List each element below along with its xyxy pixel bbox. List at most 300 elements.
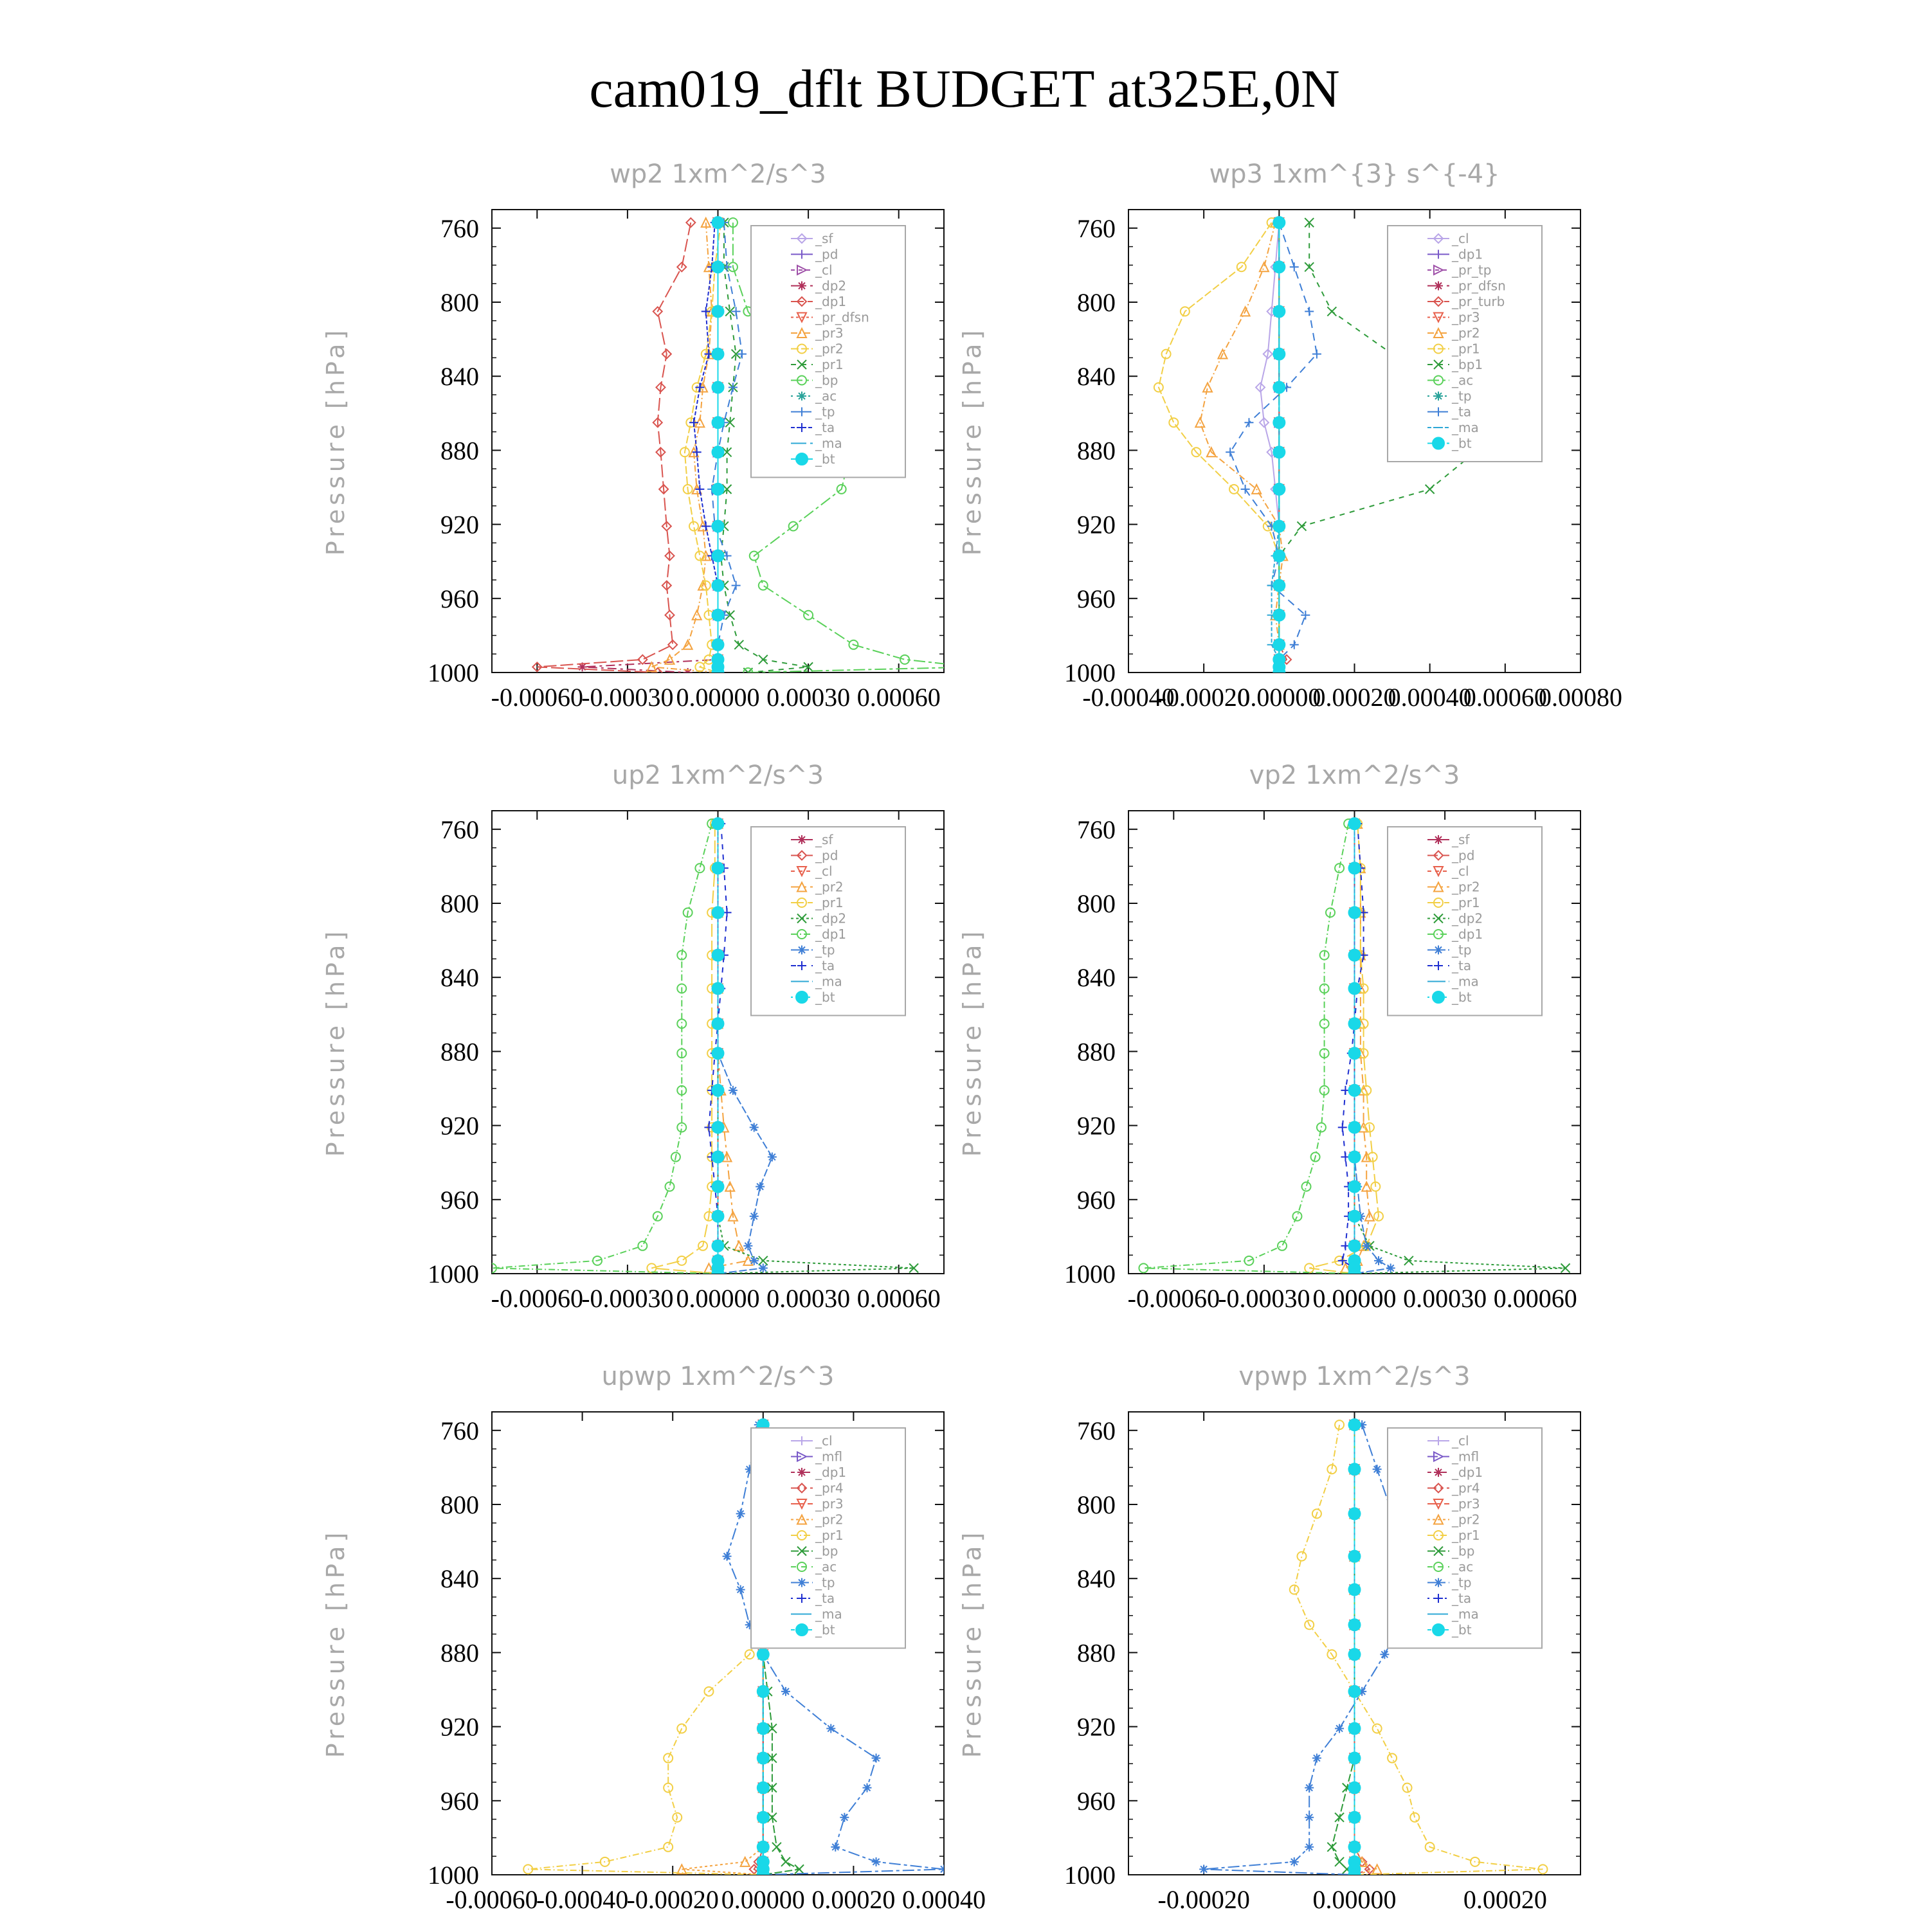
data-point <box>1349 818 1361 829</box>
data-point <box>750 1256 759 1265</box>
data-point <box>1273 417 1285 428</box>
x-tick-label: -0.00060 <box>446 1885 538 1914</box>
data-point <box>677 1256 686 1265</box>
chart-panel-4 <box>958 761 1580 1313</box>
data-point <box>1386 1263 1395 1272</box>
x-tick-label: 0.00030 <box>766 1284 851 1313</box>
legend-label: _ta <box>815 958 835 973</box>
data-point <box>1362 1182 1371 1191</box>
data-point <box>1349 1121 1361 1133</box>
legend-label: _cl <box>1452 231 1469 246</box>
data-point <box>1349 1211 1361 1222</box>
y-tick-label: 800 <box>440 889 479 918</box>
legend-label: _pr4 <box>815 1480 844 1496</box>
x-tick-label: -0.00030 <box>581 683 674 712</box>
data-point <box>1273 483 1285 495</box>
legend-marker <box>796 991 808 1003</box>
data-point <box>712 1085 724 1096</box>
legend-label: _tp <box>815 942 835 958</box>
data-point <box>1297 1552 1306 1561</box>
y-tick-label: 1000 <box>1064 1259 1116 1288</box>
legend-marker <box>797 1468 806 1477</box>
x-tick-label: 0.00040 <box>1388 683 1472 712</box>
legend-label: _pr4 <box>1452 1480 1480 1496</box>
x-tick-label: 0.00060 <box>1463 683 1547 712</box>
legend-label: _ac <box>1452 372 1474 388</box>
legend-label: _sf <box>815 231 833 246</box>
data-point <box>1338 1123 1347 1132</box>
series-line-dp1 <box>537 222 691 673</box>
series-line-tp <box>1204 1425 1407 1875</box>
data-point <box>1349 1018 1361 1029</box>
data-point <box>1373 1724 1382 1733</box>
data-point <box>757 1841 769 1853</box>
legend-label: _ma <box>1452 973 1479 989</box>
legend-label: _pd <box>1452 847 1475 863</box>
data-point <box>1290 262 1299 271</box>
data-point <box>664 1783 673 1792</box>
x-tick-label: -0.00040 <box>536 1885 629 1914</box>
data-point <box>1349 1841 1361 1853</box>
y-tick-label: 960 <box>1077 1786 1116 1816</box>
data-point <box>1226 447 1235 456</box>
legend-label: _ac <box>1452 1559 1474 1575</box>
legend-label: _dp1 <box>1452 1465 1483 1480</box>
data-point <box>1297 521 1306 530</box>
data-point <box>1349 862 1361 874</box>
data-point <box>1349 1686 1361 1697</box>
data-point <box>1305 1783 1314 1792</box>
y-tick-label: 1000 <box>428 1861 479 1890</box>
y-tick-label: 760 <box>440 1416 479 1445</box>
data-point <box>712 217 724 228</box>
data-point <box>757 1753 769 1764</box>
legend-label: _ac <box>815 388 837 404</box>
y-axis-label: Pressure [hPa] <box>958 326 986 556</box>
y-tick-label: 800 <box>1077 1490 1116 1519</box>
chart-panel-1 <box>322 159 979 712</box>
x-tick-label: 0.00060 <box>1493 1284 1577 1313</box>
data-point <box>1327 1843 1336 1852</box>
data-point <box>712 1240 724 1252</box>
x-tick-label: -0.00020 <box>626 1885 719 1914</box>
data-point <box>712 1181 724 1193</box>
legend-label: _bp <box>815 1543 838 1559</box>
legend-label: _bt <box>815 1622 835 1638</box>
chart-panel-3 <box>322 761 944 1313</box>
legend-label: _pd <box>815 847 838 863</box>
panel-title: vp2 1xm^2/s^3 <box>1249 761 1460 790</box>
y-tick-label: 880 <box>440 1638 479 1668</box>
legend-label: _pr_turb <box>1452 294 1505 309</box>
y-axis-label: Pressure [hPa] <box>958 927 986 1157</box>
legend-label: _pr_dfsn <box>1452 278 1506 294</box>
legend-label: _cl <box>815 262 833 278</box>
data-point <box>712 1211 724 1222</box>
data-point <box>757 1722 769 1734</box>
data-point <box>1349 1753 1361 1764</box>
y-tick-label: 960 <box>440 1786 479 1816</box>
y-tick-label: 840 <box>1077 963 1116 993</box>
x-tick-label: 0.00060 <box>856 1284 941 1313</box>
data-point <box>712 520 724 532</box>
data-point <box>757 1812 769 1823</box>
legend-label: _cl <box>1452 1433 1469 1449</box>
legend-label: _pr2 <box>1452 1512 1480 1528</box>
legend-marker <box>1434 282 1443 291</box>
legend-label: _tp <box>1452 1575 1472 1591</box>
y-tick-label: 840 <box>440 963 479 993</box>
y-tick-label: 800 <box>440 288 479 317</box>
legend-label: _ma <box>815 435 842 451</box>
legend-label: _dp1 <box>815 926 847 942</box>
y-tick-label: 960 <box>1077 1185 1116 1214</box>
x-tick-label: 0.00030 <box>766 683 851 712</box>
legend-label: _ma <box>1452 1606 1479 1622</box>
legend-marker <box>1434 946 1443 955</box>
x-tick-label: -0.00020 <box>1157 683 1250 712</box>
y-tick-label: 960 <box>1077 584 1116 613</box>
y-tick-label: 920 <box>440 1712 479 1742</box>
y-tick-label: 760 <box>1077 815 1116 844</box>
legend-label: _dp2 <box>815 278 847 294</box>
legend-label: _dp1 <box>1452 926 1483 942</box>
legend-label: _pr2 <box>1452 325 1480 341</box>
data-point <box>1349 1419 1361 1431</box>
chart-panel-5 <box>322 1362 986 1914</box>
data-point <box>1260 262 1269 271</box>
data-point <box>1349 1782 1361 1794</box>
data-point <box>862 1783 871 1792</box>
data-point <box>712 1151 724 1163</box>
series-line-pr1 <box>1159 222 1279 673</box>
legend-marker <box>1433 991 1444 1003</box>
y-tick-label: 920 <box>1077 1111 1116 1141</box>
legend-label: _pr1 <box>815 895 844 910</box>
legend <box>1388 226 1542 462</box>
data-point <box>781 1687 790 1696</box>
legend-label: _tp <box>815 404 835 420</box>
y-tick-label: 880 <box>440 436 479 465</box>
data-point <box>1404 1256 1413 1265</box>
data-point <box>712 417 724 428</box>
legend-marker <box>797 1578 806 1587</box>
data-point <box>1203 383 1212 392</box>
data-point <box>1349 982 1361 994</box>
y-tick-label: 1000 <box>1064 658 1116 687</box>
y-tick-label: 920 <box>1077 1712 1116 1742</box>
legend-label: _pr1 <box>815 1528 844 1543</box>
data-point <box>736 1585 745 1594</box>
y-axis-label: Pressure [hPa] <box>958 1528 986 1758</box>
data-point <box>1290 640 1299 649</box>
x-tick-label: 0.00080 <box>1539 683 1622 712</box>
panel-title: upwp 1xm^2/s^3 <box>601 1362 835 1391</box>
data-point <box>1241 485 1250 494</box>
data-point <box>1349 1722 1361 1734</box>
legend <box>751 827 905 1016</box>
data-point <box>1349 1268 1361 1279</box>
legend-label: _ta <box>1452 404 1472 420</box>
data-point <box>1273 348 1285 360</box>
y-tick-label: 800 <box>1077 288 1116 317</box>
data-point <box>712 446 724 458</box>
legend-label: _sf <box>815 832 833 847</box>
data-point <box>1349 1508 1361 1519</box>
y-tick-label: 840 <box>1077 1564 1116 1594</box>
figure-title: cam019_dflt BUDGET at325E,0N <box>589 59 1340 119</box>
data-point <box>1305 307 1314 316</box>
legend-label: _tp <box>815 1575 835 1591</box>
y-tick-label: 840 <box>440 1564 479 1594</box>
y-tick-label: 960 <box>440 1185 479 1214</box>
data-point <box>1426 485 1435 494</box>
legend <box>1388 1428 1542 1648</box>
x-tick-label: -0.00060 <box>491 1284 583 1313</box>
data-point <box>664 1843 673 1852</box>
data-point <box>1273 550 1285 562</box>
data-point <box>1273 261 1285 273</box>
panel-title: wp3 1xm^{3} s^{-4} <box>1209 159 1500 189</box>
data-point <box>1278 1241 1287 1250</box>
data-point <box>1292 1212 1301 1221</box>
legend-label: _pr1 <box>1452 1528 1480 1543</box>
x-tick-label: 0.00020 <box>811 1885 896 1914</box>
data-point <box>712 483 724 495</box>
data-point <box>1349 950 1361 961</box>
legend-label: _cl <box>815 1433 833 1449</box>
legend-label: _bp1 <box>1452 357 1483 372</box>
data-point <box>1244 418 1253 427</box>
panel-title: vpwp 1xm^2/s^3 <box>1238 1362 1471 1391</box>
data-point <box>1169 418 1178 427</box>
data-point <box>712 1121 724 1133</box>
data-point <box>759 581 768 590</box>
legend-label: _ta <box>1452 1591 1472 1606</box>
data-point <box>781 1857 790 1866</box>
series-line-pr1 <box>1309 824 1379 1274</box>
legend-label: _ma <box>815 1606 842 1622</box>
y-tick-label: 920 <box>440 1111 479 1141</box>
data-point <box>1199 1864 1208 1873</box>
panel-title: up2 1xm^2/s^3 <box>611 761 824 790</box>
legend-label: _bt <box>1452 435 1472 451</box>
data-point <box>768 1153 777 1162</box>
data-point <box>1349 1047 1361 1059</box>
data-point <box>1362 1241 1371 1250</box>
data-point <box>756 1182 765 1191</box>
legend-marker <box>797 282 806 291</box>
x-tick-label: 0.00000 <box>1312 1885 1397 1914</box>
legend-label: _bt <box>1452 989 1472 1005</box>
legend <box>751 1428 905 1648</box>
y-tick-label: 1000 <box>428 658 479 687</box>
x-tick-label: 0.00000 <box>1237 683 1321 712</box>
data-point <box>757 1648 769 1660</box>
data-point <box>712 609 724 621</box>
data-point <box>1380 1650 1389 1659</box>
legend-marker <box>797 835 806 844</box>
x-tick-label: 0.00000 <box>1312 1284 1397 1313</box>
x-tick-label: -0.00060 <box>491 683 583 712</box>
data-point <box>1349 1240 1361 1252</box>
y-tick-label: 920 <box>1077 510 1116 539</box>
legend-label: _pr2 <box>1452 879 1480 895</box>
legend-label: _bt <box>815 989 835 1005</box>
legend <box>1388 827 1542 1016</box>
data-point <box>1349 1181 1361 1193</box>
data-point <box>1302 1182 1311 1191</box>
x-tick-label: -0.00030 <box>1218 1284 1310 1313</box>
x-tick-label: 0.00060 <box>856 683 941 712</box>
legend-marker <box>796 453 808 465</box>
data-point <box>712 667 724 678</box>
data-point <box>1273 609 1285 621</box>
legend-label: _ta <box>1452 958 1472 973</box>
data-point <box>729 1086 738 1095</box>
data-point <box>1349 1869 1361 1881</box>
y-tick-label: 920 <box>440 510 479 539</box>
data-point <box>1327 307 1336 316</box>
legend-label: _pr1 <box>1452 341 1480 357</box>
legend-marker <box>1434 1468 1443 1477</box>
y-tick-label: 760 <box>440 213 479 243</box>
legend-label: _bp <box>1452 1543 1475 1559</box>
x-tick-label: -0.00060 <box>1127 1284 1220 1313</box>
y-tick-label: 800 <box>1077 889 1116 918</box>
legend-label: _pr3 <box>1452 1496 1480 1512</box>
y-tick-label: 1000 <box>1064 1861 1116 1890</box>
y-tick-label: 800 <box>440 1490 479 1519</box>
data-point <box>1349 907 1361 918</box>
y-tick-label: 840 <box>440 362 479 392</box>
legend-label: _pr_tp <box>1452 262 1492 278</box>
data-point <box>712 907 724 918</box>
legend-marker <box>796 1624 808 1636</box>
data-point <box>1349 1619 1361 1630</box>
y-axis-label: Pressure [hPa] <box>322 1528 350 1758</box>
chart-panel-2 <box>958 159 1622 712</box>
y-tick-label: 960 <box>440 584 479 613</box>
data-point <box>712 1018 724 1029</box>
data-point <box>757 1686 769 1697</box>
data-point <box>712 818 724 829</box>
data-point <box>1273 446 1285 458</box>
data-point <box>712 639 724 651</box>
data-point <box>1349 1463 1361 1475</box>
data-point <box>1349 1812 1361 1823</box>
x-tick-label: 0.00000 <box>676 683 760 712</box>
legend-label: _ma <box>815 973 842 989</box>
legend-label: _dp1 <box>1452 246 1483 262</box>
series-line-dp2 <box>583 222 718 673</box>
legend-label: _tp <box>1452 942 1472 958</box>
legend-label: _pr_dfsn <box>815 309 869 325</box>
data-point <box>712 1268 724 1279</box>
legend-label: _dp1 <box>815 294 847 309</box>
data-point <box>1273 639 1285 651</box>
data-point <box>712 261 724 273</box>
chart-panel-6 <box>958 1362 1580 1914</box>
data-point <box>712 862 724 874</box>
legend-label: _dp1 <box>815 1465 847 1480</box>
data-point <box>689 418 698 427</box>
panel-title: wp2 1xm^2/s^3 <box>610 159 826 189</box>
legend-label: _ma <box>1452 420 1479 435</box>
data-point <box>712 550 724 562</box>
y-tick-label: 840 <box>1077 362 1116 392</box>
data-point <box>712 950 724 961</box>
legend-marker <box>1434 835 1443 844</box>
x-tick-label: 0.00020 <box>1312 683 1397 712</box>
data-point <box>1290 1857 1299 1866</box>
data-point <box>638 1241 647 1250</box>
legend-label: _pr3 <box>815 1496 844 1512</box>
y-tick-label: 880 <box>1077 1037 1116 1067</box>
legend-label: _bt <box>815 451 835 467</box>
legend-label: _sf <box>1452 832 1470 847</box>
data-point <box>826 1724 835 1733</box>
data-point <box>757 1869 769 1881</box>
y-tick-label: 1000 <box>428 1259 479 1288</box>
legend-marker <box>797 392 806 401</box>
legend-marker <box>1433 438 1444 449</box>
y-axis-label: Pressure [hPa] <box>322 927 350 1157</box>
data-point <box>734 640 743 649</box>
data-point <box>939 1864 948 1873</box>
data-point <box>1349 1648 1361 1660</box>
x-tick-label: -0.00020 <box>1157 1885 1250 1914</box>
data-point <box>840 1813 849 1822</box>
data-point <box>1312 1754 1321 1763</box>
legend-label: _pr2 <box>815 879 844 895</box>
data-point <box>712 305 724 317</box>
data-point <box>970 662 979 671</box>
data-point <box>1273 381 1285 393</box>
data-point <box>1373 1465 1382 1474</box>
data-point <box>872 1754 881 1763</box>
data-point <box>772 1843 781 1852</box>
legend-label: _pr2 <box>815 341 844 357</box>
data-point <box>734 1241 743 1250</box>
y-tick-label: 760 <box>1077 213 1116 243</box>
data-point <box>1335 1813 1344 1822</box>
x-tick-label: 0.00020 <box>1463 1885 1547 1914</box>
y-tick-label: 760 <box>1077 1416 1116 1445</box>
legend-label: _cl <box>815 863 833 879</box>
legend-label: _dp2 <box>815 910 847 926</box>
data-point <box>712 348 724 360</box>
data-point <box>1349 1085 1361 1096</box>
data-point <box>1273 217 1285 228</box>
legend-marker <box>1434 392 1443 401</box>
data-point <box>1349 1584 1361 1595</box>
data-point <box>712 982 724 994</box>
legend-label: _ta <box>815 420 835 435</box>
legend-marker <box>1434 1578 1443 1587</box>
data-point <box>723 1552 732 1561</box>
data-point <box>732 581 741 590</box>
legend-label: _bp <box>815 372 838 388</box>
legend-label: _pr1 <box>1452 895 1480 910</box>
legend-label: _bt <box>1452 1622 1472 1638</box>
legend-marker <box>1433 1624 1444 1636</box>
data-point <box>872 1857 881 1866</box>
legend-label: _dp2 <box>1452 910 1483 926</box>
data-point <box>759 1263 768 1272</box>
legend-label: _mfl <box>1452 1449 1480 1465</box>
y-tick-label: 880 <box>1077 436 1116 465</box>
